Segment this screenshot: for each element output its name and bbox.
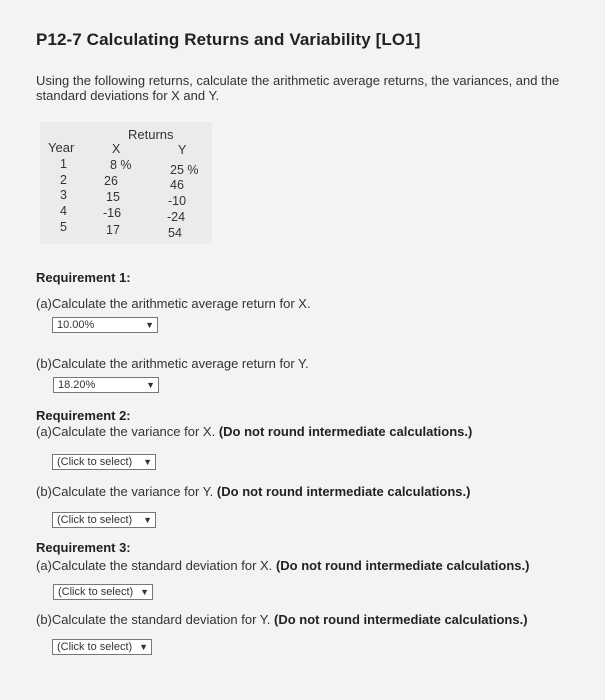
returns-table [40,122,212,244]
requirement-2b-label: (b)Calculate the variance for Y. [36,484,214,499]
variance-y-value: (Click to select) [57,514,133,526]
requirement-3b-question [36,612,528,627]
chevron-down-icon: ▼ [139,642,148,652]
requirement-2a-question [36,424,472,439]
std-dev-y-select[interactable] [52,639,152,655]
requirement-2a-note: (Do not round intermediate calculations.) [218,424,473,439]
y-cell: 54 [168,226,182,240]
avg-return-x-select[interactable] [52,317,158,333]
y-header: Y [178,143,187,157]
variance-x-select[interactable] [52,454,156,470]
year-cell: 5 [60,220,67,234]
std-dev-x-value: (Click to select) [58,586,134,598]
requirement-3a-label: (a)Calculate the standard deviation for X. [36,558,273,573]
avg-return-y-value: 18.20% [58,379,96,391]
year-cell: 1 [60,157,67,171]
chevron-down-icon: ▼ [145,320,154,330]
requirement-2-title: Requirement 2: [36,408,131,423]
requirement-2a-label: (a)Calculate the variance for X. [36,424,216,439]
year-header: Year [48,140,75,155]
avg-return-x-value: 10.00% [57,319,95,331]
requirement-3b-note: (Do not round intermediate calculations.) [274,612,528,627]
requirement-3a-note: (Do not round intermediate calculations.) [275,558,530,573]
variance-y-select[interactable] [52,512,156,528]
requirement-3-title: Requirement 3: [36,540,131,555]
x-cell: 8 % [110,158,132,172]
returns-header: Returns [128,127,174,142]
x-cell: -16 [103,206,122,220]
avg-return-y-select[interactable] [53,377,159,393]
chevron-down-icon: ▼ [143,515,152,525]
y-cell: 25 % [170,163,199,177]
year-cell: 4 [60,204,67,218]
std-dev-x-select[interactable] [53,584,153,600]
x-cell: 26 [104,174,118,188]
variance-x-value: (Click to select) [57,456,133,468]
x-cell: 17 [106,223,120,237]
chevron-down-icon: ▼ [140,587,149,597]
y-cell: 46 [170,178,184,192]
year-cell: 3 [60,188,67,202]
y-cell: -10 [168,194,187,208]
x-cell: 15 [106,190,120,204]
problem-title: P12-7 Calculating Returns and Variability [LO1] [36,30,421,49]
requirement-1-title: Requirement 1: [36,270,131,285]
chevron-down-icon: ▼ [143,457,152,467]
x-header: X [112,142,121,156]
std-dev-y-value: (Click to select) [57,641,133,653]
requirement-2b-note: (Do not round intermediate calculations.) [216,484,471,499]
requirement-3b-label: (b)Calculate the standard deviation for Y. [36,612,271,627]
requirement-1a-question: (a)Calculate the arithmetic average return for X. [36,296,311,311]
instructions-text: Using the following returns, calculate the arithmetic average returns, the variances, and the standard deviations for X and Y. [36,73,560,103]
y-cell: -24 [167,210,186,224]
requirement-3a-question [36,558,529,573]
chevron-down-icon: ▼ [146,380,155,390]
requirement-1b-question: (b)Calculate the arithmetic average return for Y. [36,356,309,371]
requirement-2b-question [36,484,470,499]
year-cell: 2 [60,173,67,187]
